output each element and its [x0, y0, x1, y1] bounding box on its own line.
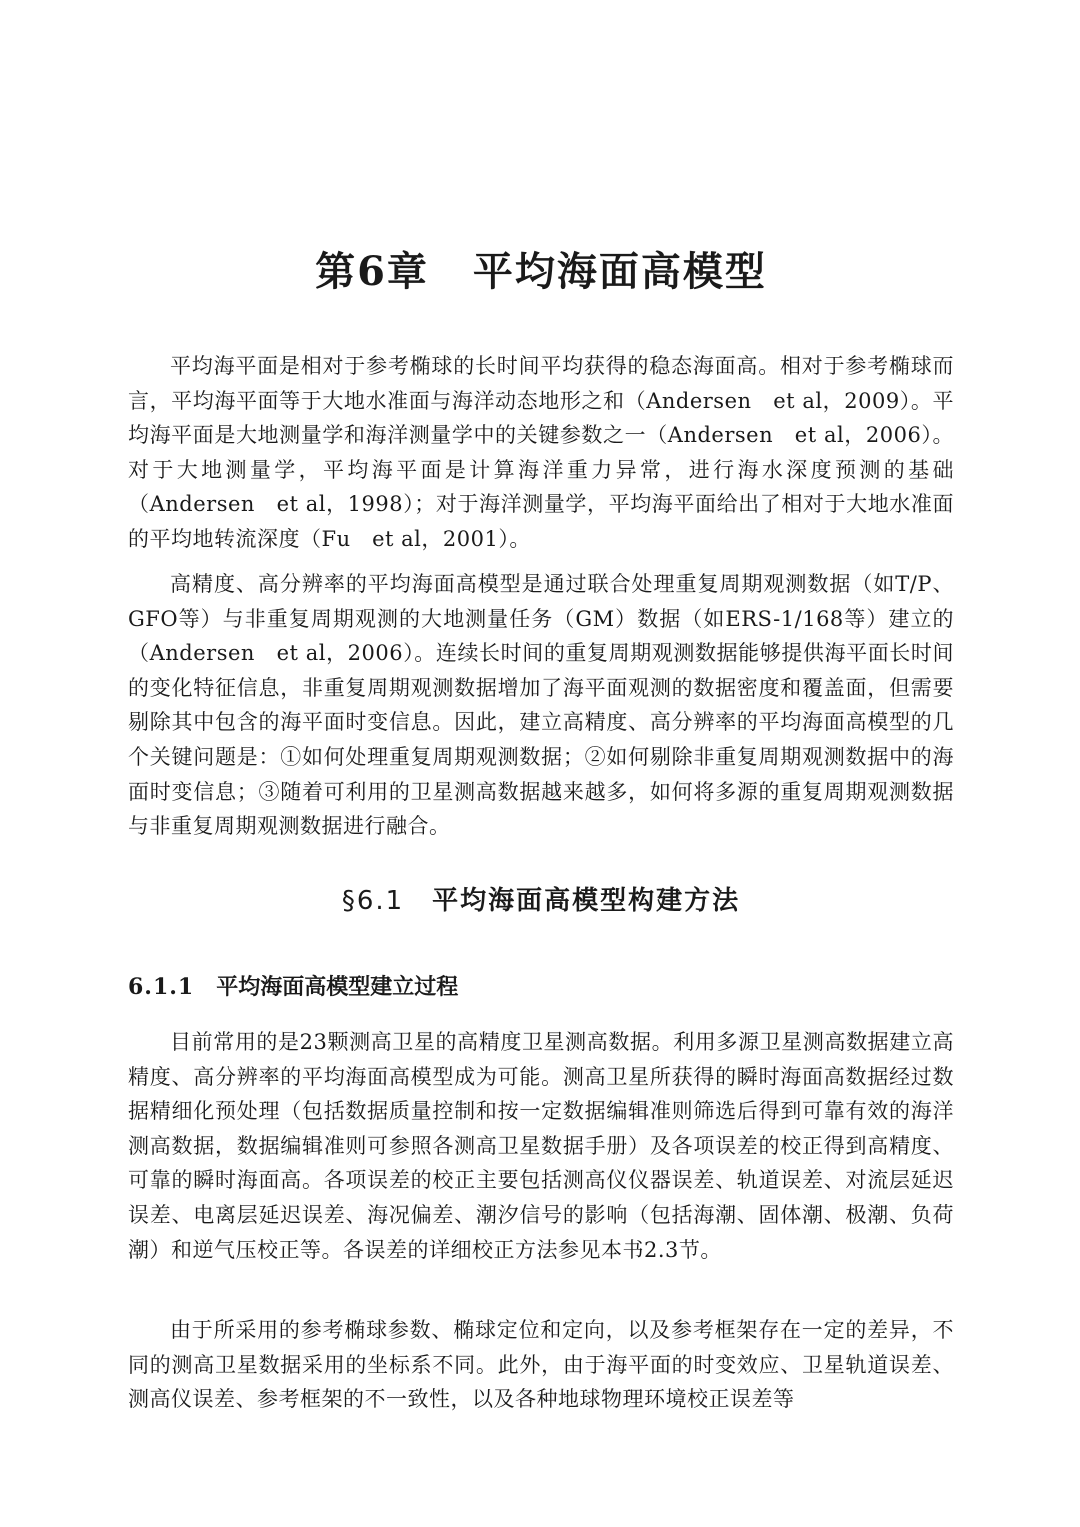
subsection-paragraph-2: 由于所采用的参考椭球参数、椭球定位和定向，以及参考框架存在一定的差异，不同的测高卫星数据采用的坐标系不同。此外，由于海平面的时变效应、卫星轨道误差、测高仪误差、参考框架的不一致性，以及各种地球物理环境校正误差等 — [128, 1318, 954, 1412]
intro-paragraph-2: 高精度、高分辨率的平均海面高模型是通过联合处理重复周期观测数据（如T/P、GFO等）与非重复周期观测的大地测量任务（GM）数据（如ERS-1/168等）建立的（Andersen et al，2006）。连续长时间的重复周期观测数据能够提供海平面长时间的变化特征信息，非重复周期观测数据增加了海平面观测的数据密度和覆盖面，但需要剔除其中包含的海平面时变信息。因此，建立高精度、高分辨率的平均海面高模型的几个关键问题是：①如何处理重复周期观测数据；②如何剔除非重复周期观测数据中的海面时变信息；③随着可利用的卫星测高数据越来越多，如何将多源的重复周期观测数据与非重复周期观测数据进行融合。 — [128, 572, 954, 839]
chapter-number: 第6章 — [315, 248, 429, 295]
section-number: §6.1 — [341, 886, 405, 916]
chapter-title-text: 平均海面高模型 — [472, 248, 767, 295]
subsection-heading — [128, 970, 954, 1001]
section-heading — [128, 880, 954, 917]
chapter-title — [128, 240, 954, 297]
subsection-number: 6.1.1 — [128, 974, 195, 1000]
subsection-title-text: 平均海面高模型建立过程 — [216, 974, 459, 1000]
intro-paragraph-1: 平均海平面是相对于参考椭球的长时间平均获得的稳态海面高。相对于参考椭球而言，平均海平面等于大地水准面与海洋动态地形之和（Andersen et al，2009）。平均海平面是大地测量学和海洋测量学中的关键参数之一（Andersen et al，2006）。对于大地测量学，平均海平面是计算海洋重力异常，进行海水深度预测的基础（Andersen et al，1998）；对于海洋测量学，平均海平面给出了相对于大地水准面的平均地转流深度（Fu et al，2001）。 — [128, 354, 954, 551]
subsection-paragraph-1: 目前常用的是23颗测高卫星的高精度卫星测高数据。利用多源卫星测高数据建立高精度、高分辨率的平均海面高模型成为可能。测高卫星所获得的瞬时海面高数据经过数据精细化预处理（包括数据质量控制和按一定数据编辑准则筛选后得到可靠有效的海洋测高数据，数据编辑准则可参照各测高卫星数据手册）及各项误差的校正得到高精度、可靠的瞬时海面高。各项误差的校正主要包括测高仪仪器误差、轨道误差、对流层延迟误差、电离层延迟误差、海况偏差、潮汐信号的影响（包括海潮、固体潮、极潮、负荷潮）和逆气压校正等。各误差的详细校正方法参见本书2.3节。 — [128, 1030, 954, 1262]
section-title-text: 平均海面高模型构建方法 — [432, 886, 741, 916]
